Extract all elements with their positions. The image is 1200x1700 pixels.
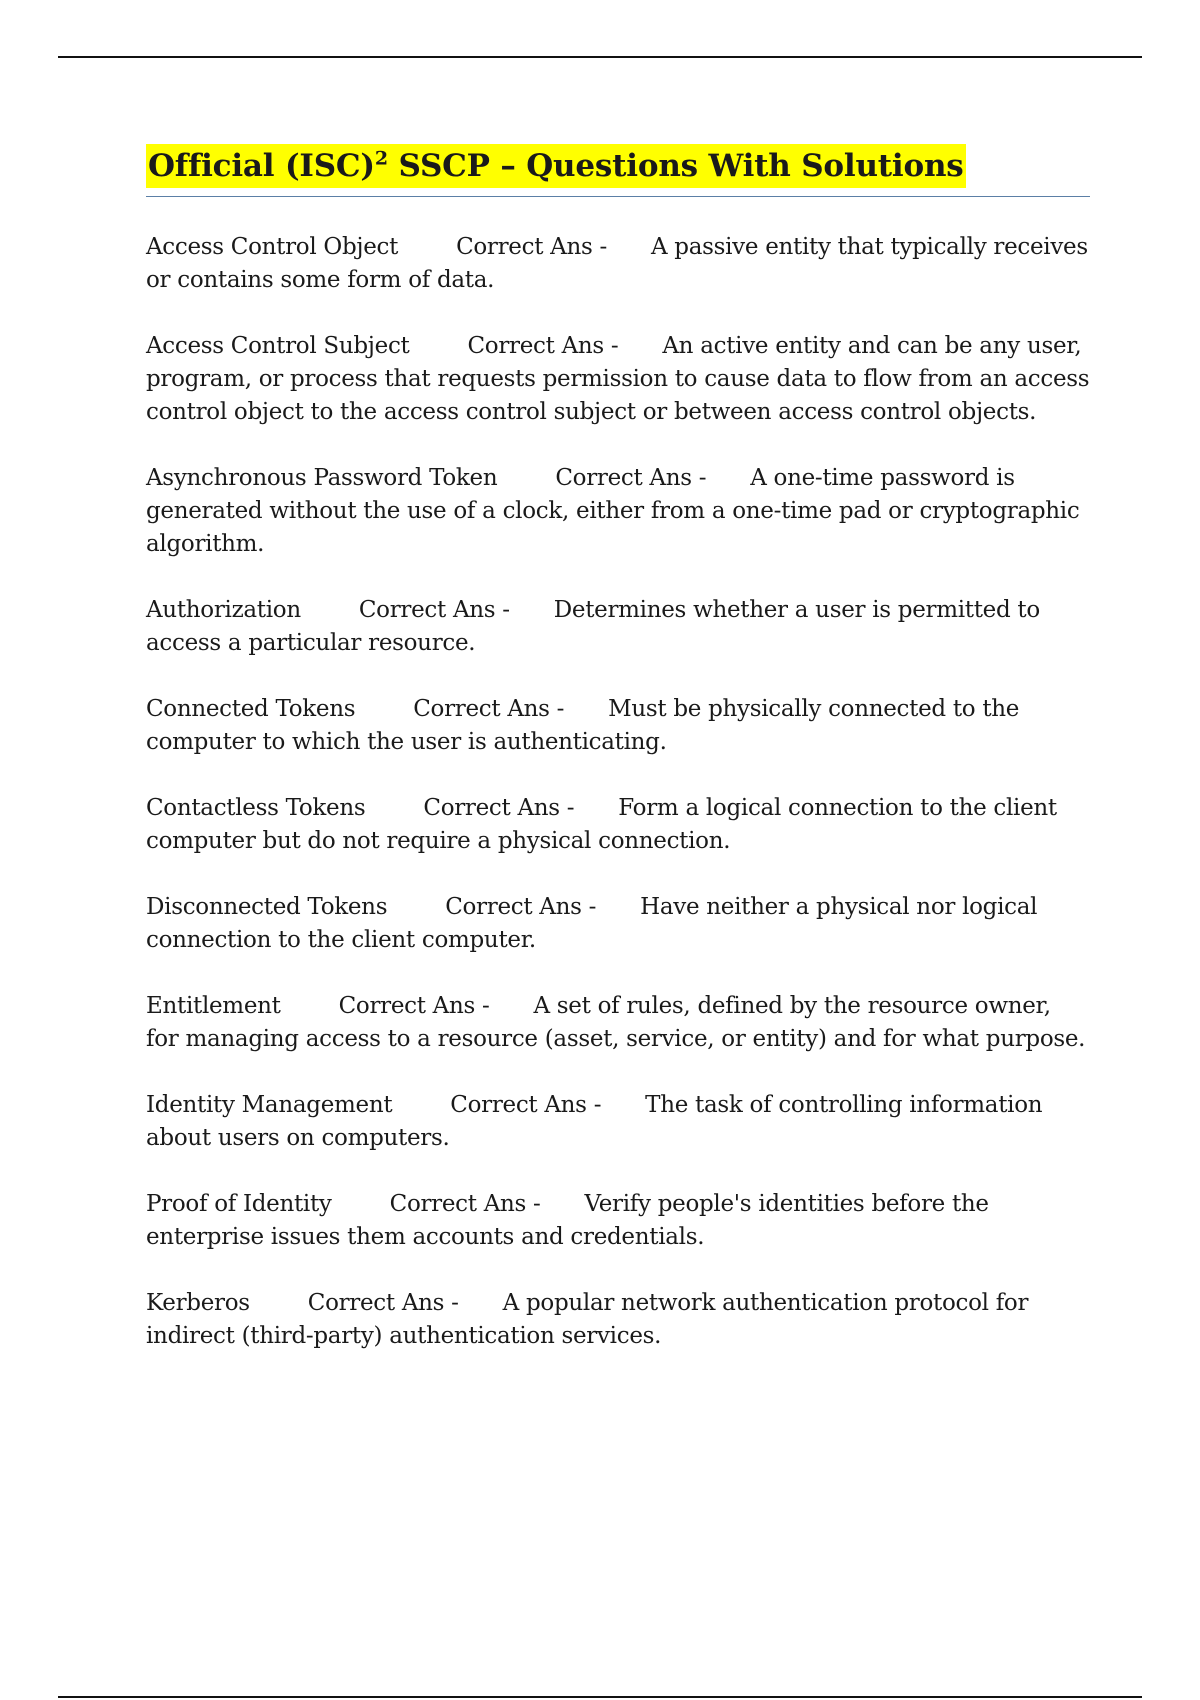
- entry-definition: Determines whether a user is permitted to access a particular resource.: [146, 597, 1040, 656]
- entry-term: Access Control Object: [146, 234, 399, 260]
- qa-entry: [146, 594, 1090, 660]
- entry-definition: An active entity and can be any user, program, or process that requests permission to cause data to flow from an access control object to the access control subject or between access control objects.: [146, 333, 1090, 425]
- entry-term: Connected Tokens: [146, 696, 356, 722]
- qa-entry: [146, 231, 1090, 297]
- page-bottom-rule: [58, 1696, 1142, 1698]
- entry-definition: A one-time password is generated without the use of a clock, either from a one-time pad or cryptographic algorithm.: [146, 465, 1080, 557]
- title-main: Official (ISC): [148, 148, 375, 184]
- entry-definition: Must be physically connected to the computer to which the user is authenticating.: [146, 696, 1020, 755]
- qa-list: [146, 231, 1090, 1353]
- entry-term: Authorization: [146, 597, 301, 623]
- answer-label: Correct Ans -: [307, 1290, 459, 1316]
- answer-label: Correct Ans -: [450, 1092, 602, 1118]
- qa-entry: [146, 1188, 1090, 1254]
- document-title: [146, 144, 966, 188]
- qa-entry: [146, 990, 1090, 1056]
- entry-definition: A popular network authentication protocol for indirect (third-party) authentication services.: [146, 1290, 1029, 1349]
- entry-definition: Form a logical connection to the client computer but do not require a physical connection.: [146, 795, 1057, 854]
- answer-label: Correct Ans -: [338, 993, 490, 1019]
- title-block: [146, 144, 1090, 197]
- answer-label: Correct Ans -: [423, 795, 575, 821]
- qa-entry: [146, 693, 1090, 759]
- answer-label: Correct Ans -: [555, 465, 707, 491]
- entry-definition: A passive entity that typically receives or contains some form of data.: [146, 234, 1088, 293]
- qa-entry: [146, 462, 1090, 561]
- entry-term: Identity Management: [146, 1092, 393, 1118]
- entry-term: Entitlement: [146, 993, 281, 1019]
- document-body: [146, 144, 1090, 1386]
- qa-entry: [146, 330, 1090, 429]
- qa-entry: [146, 792, 1090, 858]
- entry-definition: Have neither a physical nor logical connection to the client computer.: [146, 894, 1038, 953]
- entry-term: Asynchronous Password Token: [146, 465, 498, 491]
- qa-entry: [146, 1089, 1090, 1155]
- answer-label: Correct Ans -: [358, 597, 510, 623]
- qa-entry: [146, 891, 1090, 957]
- entry-definition: A set of rules, defined by the resource owner, for managing access to a resource (asset, service, or entity) and for what purpose.: [146, 993, 1086, 1052]
- answer-label: Correct Ans -: [467, 333, 619, 359]
- answer-label: Correct Ans -: [389, 1191, 541, 1217]
- title-superscript: 2: [374, 147, 388, 170]
- entry-definition: The task of controlling information about users on computers.: [146, 1092, 1043, 1151]
- entry-term: Proof of Identity: [146, 1191, 332, 1217]
- answer-label: Correct Ans -: [456, 234, 607, 260]
- page-top-rule: [58, 56, 1142, 58]
- answer-label: Correct Ans -: [445, 894, 597, 920]
- entry-term: Access Control Subject: [146, 333, 410, 359]
- entry-term: Disconnected Tokens: [146, 894, 388, 920]
- qa-entry: [146, 1287, 1090, 1353]
- entry-term: Kerberos: [146, 1290, 250, 1316]
- answer-label: Correct Ans -: [413, 696, 565, 722]
- entry-definition: Verify people's identities before the enterprise issues them accounts and credentials.: [146, 1191, 989, 1250]
- title-rest: SSCP – Questions With Solutions: [387, 148, 964, 184]
- entry-term: Contactless Tokens: [146, 795, 366, 821]
